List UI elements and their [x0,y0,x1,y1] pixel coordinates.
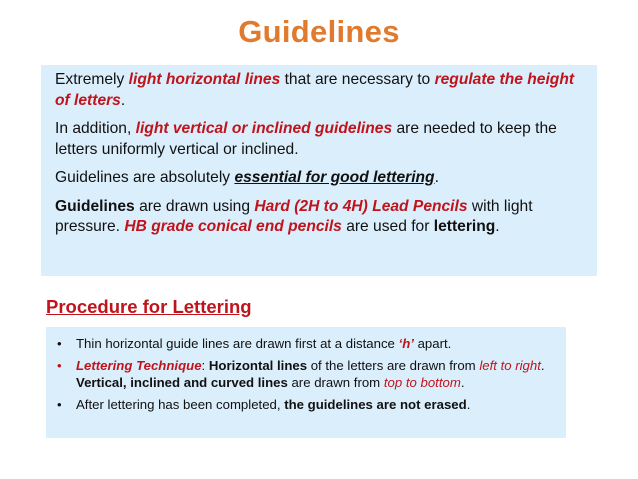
page-title: Guidelines [238,14,400,49]
text: apart. [413,336,452,351]
paragraph-light-horizontal-lines [55,70,583,111]
paragraph-essential [55,168,583,189]
bold-lettering: lettering [433,218,496,235]
bullet-icon: • [57,396,62,412]
bold-vertical-inclined-curved: Vertical, inclined and curved lines [76,375,288,390]
emphasis-vertical-guidelines: light vertical or inclined guidelines [135,120,393,137]
text: . [495,218,500,235]
text: . [120,91,126,109]
procedure-box [46,327,566,438]
paragraph-pencils [55,197,583,238]
emphasis-lettering-technique: Lettering Technique [76,357,202,373]
text: are used for [341,218,434,235]
list-item [54,357,558,392]
emphasis-essential-lettering: essential for good lettering [234,169,435,186]
list-item [54,335,558,353]
text: After lettering has been completed, [76,396,285,412]
procedure-list [54,335,558,413]
text: of the letters are drawn from [307,357,480,373]
text: are needed to keep the letters uniformly vertical or inclined. [55,120,557,158]
bold-not-erased: the guidelines are not erased [284,396,467,412]
text: : [201,357,209,373]
emphasis-hb-pencils: HB grade conical end pencils [124,218,342,235]
text: . [460,375,465,390]
text: . [466,396,471,412]
bullet-icon: • [57,336,62,351]
emphasis-h: ‘h’ [398,336,414,351]
emphasis-light-horizontal-lines: light horizontal lines [128,71,281,88]
list-item [54,396,558,414]
paragraph-vertical-guidelines [55,119,583,160]
text: Extremely [55,71,129,88]
text: . [434,169,439,186]
text: are drawn using [134,197,255,215]
procedure-heading: Procedure for Lettering [46,296,252,317]
bold-horizontal-lines: Horizontal lines [208,357,308,373]
text: that are necessary to [280,71,435,88]
text: . [540,357,545,373]
text: In addition, [55,120,136,137]
bold-guidelines: Guidelines [55,197,135,215]
text: are drawn from [287,375,384,390]
text: Guidelines are absolutely [55,169,235,186]
emphasis-regulate-height: regulate the height of letters [55,71,575,109]
bullet-icon: • [57,357,62,373]
italic-top-to-bottom: top to bottom [383,375,461,390]
text: with light pressure. [55,197,533,235]
text: Thin horizontal guide lines are drawn first at a distance [76,336,399,351]
italic-left-to-right: left to right [479,357,541,373]
emphasis-hard-pencils: Hard (2H to 4H) Lead Pencils [254,197,468,215]
guidelines-definition-box [41,65,597,276]
